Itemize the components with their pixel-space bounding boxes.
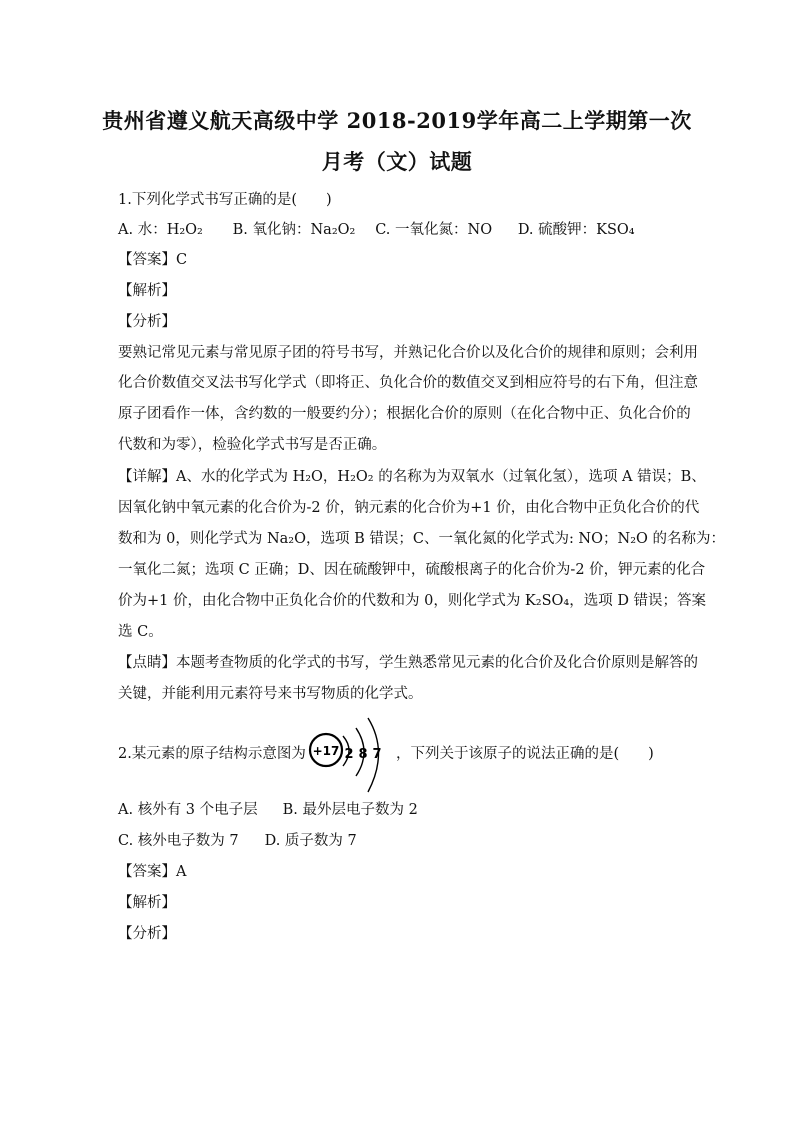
q2-stem-post: ，下列关于该原子的说法正确的是( ) xyxy=(396,746,654,762)
q1-analysis-line: 化合价数值交叉法书写化学式（即将正、负化合价的数值交叉到相应符号的右下角，但注意 xyxy=(118,375,698,391)
q2-options-row-2 xyxy=(118,831,684,851)
q2-option-c: C. 核外电子数为 7 xyxy=(118,833,239,849)
q1-option-c: C. 一氧化氮：NO xyxy=(375,222,493,238)
shell-electron-count: 8 xyxy=(358,747,368,762)
q1-fenxi-label: 【分析】 xyxy=(118,314,176,330)
nucleus-charge: +17 xyxy=(312,744,340,758)
q1-option-b: B. 氧化钠：Na₂O₂ xyxy=(232,222,356,238)
q1-point-line: 【点睛】本题考查物质的化学式的书写，学生熟悉常见元素的化合价及化合价原则是解答的 xyxy=(118,655,698,671)
page-title-line-1: 贵州省遵义航天高级中学 2018-2019学年高二上学期第一次 xyxy=(102,108,692,133)
q2-options-row-1 xyxy=(118,800,684,820)
q2-option-b: B. 最外层电子数为 2 xyxy=(282,802,418,818)
q1-stem: 1.下列化学式书写正确的是( ) xyxy=(118,192,332,208)
q1-detail-line: 数和为 0，则化学式为 Na₂O，选项 B 错误；C、一氧化氮的化学式为: NO；N₂O 的名称为： xyxy=(118,531,726,547)
q1-option-a: A. 水：H₂O₂ xyxy=(118,222,203,238)
q1-point-line: 关键，并能利用元素符号来书写物质的化学式。 xyxy=(118,686,423,702)
q1-detail-line: 【详解】A、水的化学式为 H₂O，H₂O₂ 的名称为为双氧水（过氧化氢），选项 A 错误；B、 xyxy=(118,469,706,485)
q1-analysis-line: 要熟记常见元素与常见原子团的符号书写，并熟记化合价以及化合价的规律和原则；会利用 xyxy=(118,345,698,361)
q1-options xyxy=(118,220,684,240)
q2-fenxi-label: 【分析】 xyxy=(118,926,176,942)
q1-detail-line: 一氧化二氮；选项 C 正确；D、因在硫酸钾中，硫酸根离子的化合价为-2 价，钾元素的化合 xyxy=(118,562,706,578)
shell-electron-count: 7 xyxy=(372,747,382,762)
q1-detail-line: 因氧化钠中氧元素的化合价为-2 价，钠元素的化合价为+1 价，由化合物中正负化合价的代 xyxy=(118,500,700,516)
q1-detail-line: 选 C。 xyxy=(118,624,163,640)
q2-option-a: A. 核外有 3 个电子层 xyxy=(118,802,258,818)
shell-electron-count: 2 xyxy=(344,747,354,762)
page-title-line-2: 月考（文）试题 xyxy=(321,149,473,174)
atom-structure-diagram xyxy=(304,716,394,796)
q1-option-d: D. 硫酸钾：KSO₄ xyxy=(517,222,635,238)
q1-analysis-line: 原子团看作一体，含约数的一般要约分）；根据化合价的原则（在化合物中正、负化合价的 xyxy=(118,406,691,422)
q1-detail-line: 价为+1 价，由化合物中正负化合价的代数和为 0，则化学式为 K₂SO₄，选项 D 错误；答案 xyxy=(118,593,707,609)
q1-analysis-line: 代数和为零），检验化学式书写是否正确。 xyxy=(118,437,387,453)
q2-answer: 【答案】A xyxy=(118,864,187,880)
q2-option-d: D. 质子数为 7 xyxy=(264,833,357,849)
q2-jiexi-label: 【解析】 xyxy=(118,895,176,911)
q1-jiexi-label: 【解析】 xyxy=(118,283,176,299)
q1-answer: 【答案】C xyxy=(118,252,188,268)
q2-stem-pre: 2.某元素的原子结构示意图为 xyxy=(118,746,306,762)
